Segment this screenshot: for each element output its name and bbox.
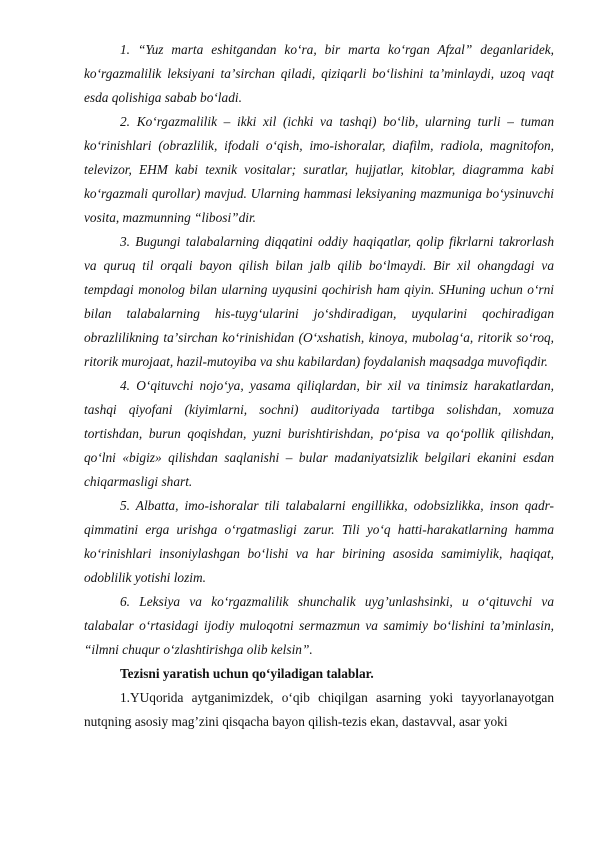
- document-page: [84, 38, 554, 734]
- paragraph-2: 2. Koʻrgazmalilik – ikki xil (ichki va tashqi) boʻlib, ularning turli – tuman koʻrinishlari (obrazlilik, ifodali oʻqish, imo-ishoralar, diafilm, radiola, magnitofon, televizor, EHM kabi texnik vositalar; suratlar, hujjatlar, kitoblar, diagramma kabi koʻrgazmali qurollar) mavjud. Ularning hammasi leksiyaning mazmuniga boʻysinuvchi vosita, mazmunning “libosi”dir.: [84, 114, 554, 225]
- paragraph-4: 4. Oʻqituvchi nojoʻya, yasama qiliqlardan, bir xil va tinimsiz harakatlardan, tashqi qiyofani (kiyimlarni, sochni) auditoriyada tartibga solishdan, xomuza tortishdan, burun qoqishdan, yuzni burishtirishdan, poʻpisa va qoʻpollik qilishdan, qoʻlni «bigiz» qilishdan saqlanishi – bular madaniyatsizlik belgilari ekanini esdan chiqarmasligi shart.: [84, 378, 554, 489]
- paragraph-5: 5. Albatta, imo-ishoralar tili talabalarni engillikka, odobsizlikka, inson qadr-qimmatini erga urishga oʻrgatmasligi zarur. Tili yoʻq hatti-harakatlarning hamma koʻrinishlari insoniylashgan boʻlishi va har birining asosida samimiylik, haqiqat, odoblilik yotishi lozim.: [84, 498, 554, 585]
- final-paragraph: 1.YUqorida aytganimizdek, oʻqib chiqilgan asarning yoki tayyorlanayotgan nutqning asosiy mag’zini qisqacha bayon qilish-tezis ekan, dastavval, asar yoki: [84, 690, 554, 729]
- paragraph-1: 1. “Yuz marta eshitgandan koʻra, bir marta koʻrgan Afzal” deganlaridek, koʻrgazmalilik leksiyani taʼsirchan qiladi, qiziqarli boʻlishini taʼminlaydi, uzoq vaqt esda qolishiga sabab boʻladi.: [84, 42, 554, 105]
- paragraph-6: 6. Leksiya va koʻrgazmalilik shunchalik uyg’unlashsinki, u oʻqituvchi va talabalar oʻrtasidagi ijodiy muloqotni sermazmun va samimiy boʻlishini taʼminlasin, “ilmni chuqur oʻzlashtirishga olib kelsin”.: [84, 594, 554, 657]
- section-heading: Tezisni yaratish uchun qo‘yiladigan talablar.: [120, 666, 374, 681]
- paragraph-3: 3. Bugungi talabalarning diqqatini oddiy haqiqatlar, qolip fikrlarni takrorlash va quruq til orqali bayon qilish bilan jalb qilib boʻlmaydi. Bir xil ohangdagi va tempdagi monolog bilan ularning uyqusini qochirish ham qiyin. SHuning uchun oʻrni bilan talabalarning his-tuygʻularini joʻshdiradigan, uyqularini qochiradigan obrazlilikning taʼsirchan koʻrinishidan (Oʻxshatish, kinoya, mubolagʻa, ritorik soʻroq, ritorik murojaat, hazil-mutoyiba va shu kabilardan) foydalanish maqsadga muvofiqdir.: [84, 234, 554, 369]
